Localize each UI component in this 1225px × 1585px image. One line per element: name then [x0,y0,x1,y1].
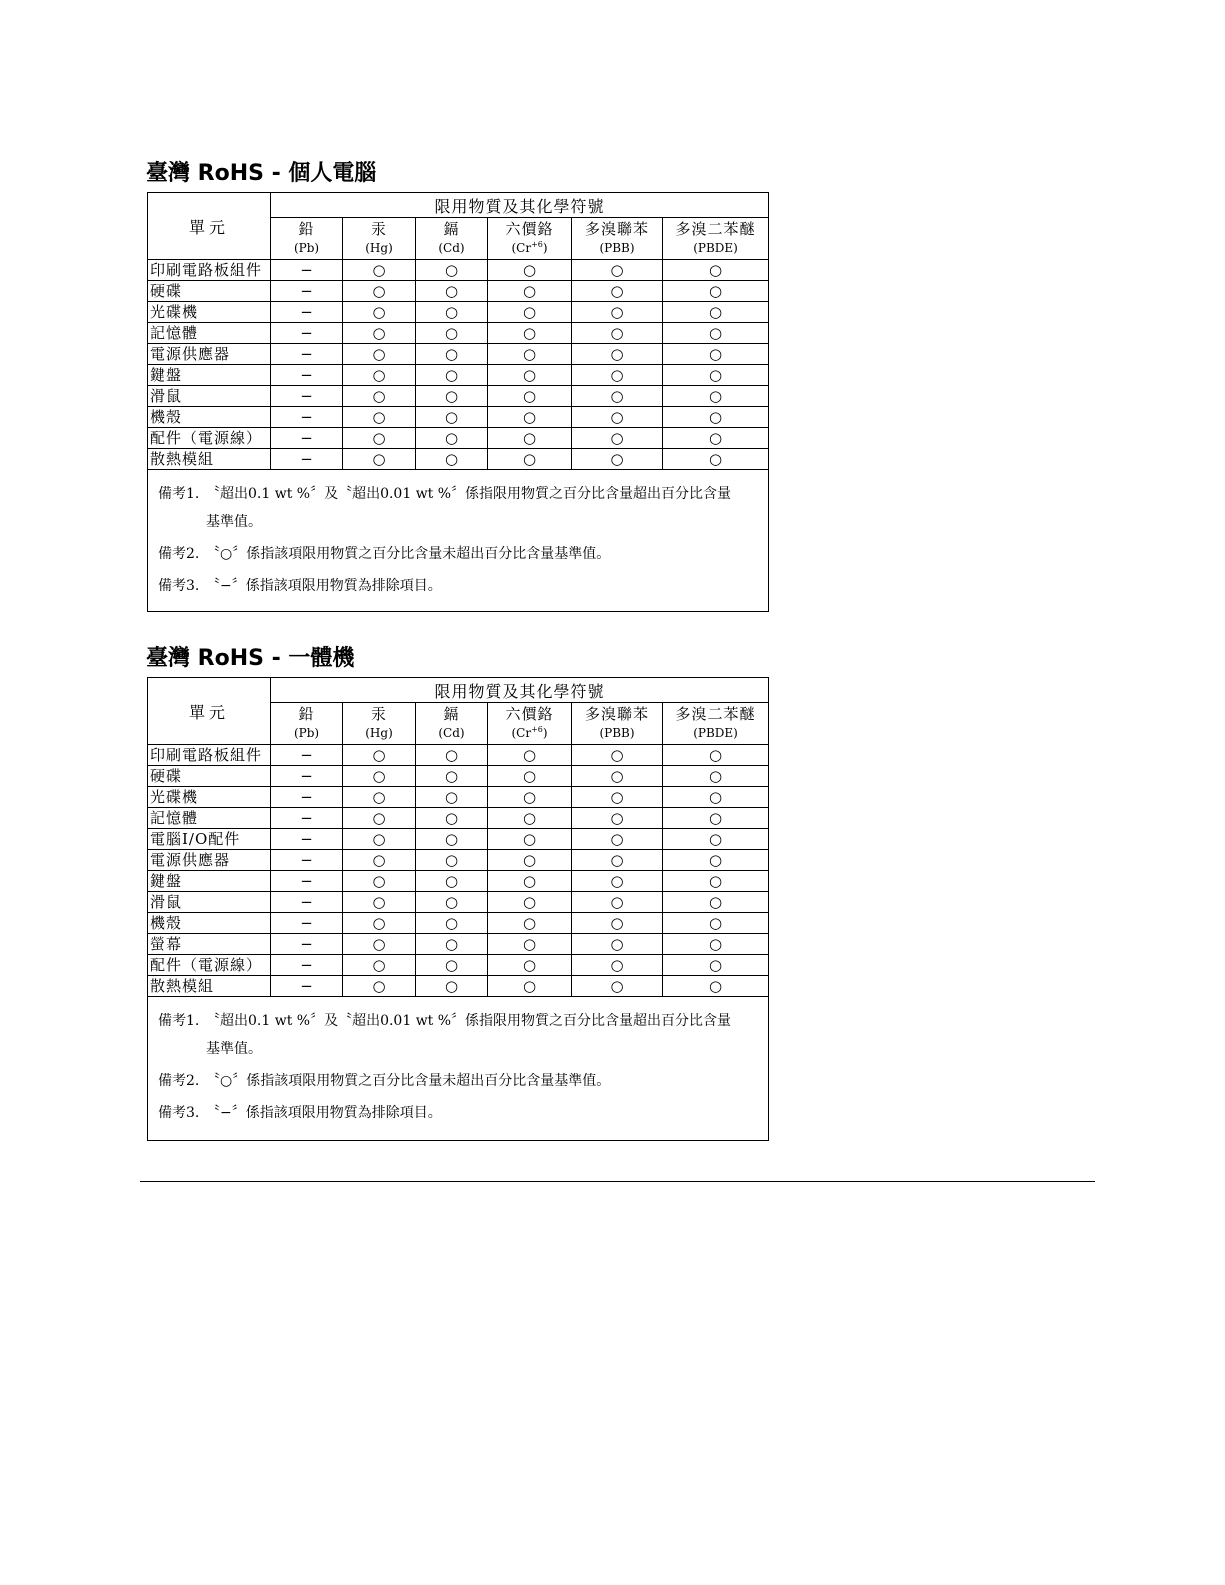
section-title-pc: 臺灣 RoHS - 個人電腦 [146,161,377,186]
substance-mark: ○ [416,787,488,808]
substance-header: 汞 (Hg) [343,703,416,745]
substance-mark: ○ [343,976,416,997]
substance-mark: ○ [663,386,769,407]
substance-header: 汞 (Hg) [343,218,416,260]
substance-mark: ○ [416,323,488,344]
substance-mark: ○ [663,829,769,850]
substance-mark: ○ [343,323,416,344]
substances-group-header: 限用物質及其化學符號 [271,193,769,218]
substance-mark: ○ [572,428,663,449]
part-name: 記憶體 [148,323,271,344]
substance-mark: − [271,323,343,344]
substance-mark: ○ [416,428,488,449]
table-row [148,745,769,766]
substance-mark: ○ [572,955,663,976]
substance-mark: ○ [663,344,769,365]
part-name: 光碟機 [148,302,271,323]
substance-mark: ○ [572,850,663,871]
substance-mark: ○ [416,976,488,997]
substance-mark: ○ [488,976,572,997]
substance-mark: − [271,386,343,407]
substance-mark: ○ [572,302,663,323]
substance-mark: ○ [416,281,488,302]
substance-header: 六價鉻 $(Cr^{+6})$ [488,703,572,745]
page-divider [140,1181,1095,1182]
part-name: 電源供應器 [148,850,271,871]
substance-mark: ○ [416,871,488,892]
substance-mark: ○ [416,955,488,976]
substance-mark: − [271,913,343,934]
substance-header: 鎘 (Cd) [416,703,488,745]
substance-mark: ○ [416,407,488,428]
substance-mark: ○ [663,850,769,871]
substance-mark: ○ [343,386,416,407]
part-name: 機殼 [148,407,271,428]
substance-mark: ○ [416,386,488,407]
substance-mark: − [271,365,343,386]
note-1-continuation: 基準值。 [206,1041,262,1057]
substance-mark: ○ [416,260,488,281]
substance-mark: ○ [572,766,663,787]
substance-mark: ○ [572,407,663,428]
substance-mark: − [271,955,343,976]
substance-mark: ○ [343,913,416,934]
substance-mark: ○ [572,344,663,365]
substance-mark: ○ [488,955,572,976]
substance-mark: ○ [416,449,488,470]
part-name: 光碟機 [148,787,271,808]
note-3: 備考3. 〝−〞係指該項限用物質為排除項目。 [158,1105,442,1121]
substance-mark: ○ [416,850,488,871]
part-name: 機殼 [148,913,271,934]
substance-mark: ○ [488,934,572,955]
substance-mark: ○ [488,344,572,365]
table-row [148,955,769,976]
substance-mark: ○ [416,365,488,386]
substance-mark: ○ [663,766,769,787]
note-1: 備考1. 〝超出0.1 wt %〞及〝超出0.01 wt %〞係指限用物質之百分比含量超出百分比含量 [158,1013,732,1029]
substance-mark: ○ [488,386,572,407]
substance-mark: ○ [663,808,769,829]
substance-mark: ○ [663,302,769,323]
substance-mark: ○ [572,260,663,281]
substance-mark: ○ [488,323,572,344]
table-row [148,365,769,386]
note-1-continuation: 基準值。 [206,514,262,530]
substance-mark: ○ [343,365,416,386]
substance-mark: ○ [343,871,416,892]
substance-mark: ○ [663,787,769,808]
substance-mark: ○ [416,745,488,766]
substance-mark: ○ [488,892,572,913]
note-1: 備考1. 〝超出0.1 wt %〞及〝超出0.01 wt %〞係指限用物質之百分比含量超出百分比含量 [158,486,732,502]
substance-mark: − [271,428,343,449]
part-name: 印刷電路板組件 [148,260,271,281]
substance-mark: − [271,281,343,302]
table-row [148,260,769,281]
substance-mark: ○ [572,976,663,997]
substance-mark: ○ [488,787,572,808]
substance-mark: ○ [572,323,663,344]
table-row [148,428,769,449]
substance-mark: − [271,808,343,829]
substance-mark: ○ [488,871,572,892]
substance-mark: − [271,260,343,281]
part-name: 配件（電源線） [148,955,271,976]
substance-mark: − [271,787,343,808]
substance-mark: ○ [343,808,416,829]
substance-mark: ○ [663,365,769,386]
substance-mark: ○ [663,892,769,913]
substance-mark: − [271,766,343,787]
substance-mark: − [271,344,343,365]
substance-mark: ○ [663,955,769,976]
substance-mark: ○ [572,892,663,913]
table-row [148,892,769,913]
substance-mark: ○ [572,787,663,808]
part-name: 散熱模組 [148,449,271,470]
table-row [148,913,769,934]
substance-mark: ○ [663,260,769,281]
substance-mark: − [271,892,343,913]
substance-mark: ○ [343,281,416,302]
substance-mark: − [271,934,343,955]
substance-mark: ○ [343,407,416,428]
substance-mark: ○ [343,850,416,871]
table-row [148,766,769,787]
table-row [148,850,769,871]
part-name: 鍵盤 [148,871,271,892]
substance-mark: ○ [343,934,416,955]
note-2: 備考2. 〝○〞係指該項限用物質之百分比含量未超出百分比含量基準值。 [158,1073,611,1089]
substance-mark: ○ [663,871,769,892]
substance-mark: ○ [572,934,663,955]
substance-header: 多溴二苯醚 (PBDE) [663,218,769,260]
substance-mark: ○ [343,428,416,449]
substance-mark: ○ [343,302,416,323]
substance-mark: ○ [572,281,663,302]
unit-header: 單元 [148,193,271,260]
note-3: 備考3. 〝−〞係指該項限用物質為排除項目。 [158,578,442,594]
table-row [148,302,769,323]
substance-mark: ○ [488,281,572,302]
part-name: 電腦I/O配件 [148,829,271,850]
substance-mark: − [271,850,343,871]
substance-mark: − [271,407,343,428]
substance-mark: ○ [572,745,663,766]
table-row [148,407,769,428]
substance-mark: − [271,449,343,470]
substance-mark: ○ [488,766,572,787]
table-row [148,281,769,302]
table-row [148,934,769,955]
rohs-table-aio [147,677,769,1141]
substance-mark: ○ [416,892,488,913]
substance-mark: ○ [663,913,769,934]
substance-mark: ○ [663,407,769,428]
substance-mark: ○ [416,829,488,850]
rohs-table-pc [147,192,769,612]
substance-mark: ○ [488,260,572,281]
substance-mark: ○ [343,449,416,470]
part-name: 記憶體 [148,808,271,829]
note-2: 備考2. 〝○〞係指該項限用物質之百分比含量未超出百分比含量基準值。 [158,546,611,562]
substance-mark: ○ [663,976,769,997]
part-name: 鍵盤 [148,365,271,386]
substance-mark: ○ [572,386,663,407]
table-row [148,871,769,892]
substance-mark: ○ [343,344,416,365]
substance-mark: ○ [343,787,416,808]
substance-mark: ○ [416,934,488,955]
section-title-aio: 臺灣 RoHS - 一體機 [146,646,355,671]
substance-header: 六價鉻 $(Cr^{+6})$ [488,218,572,260]
part-name: 硬碟 [148,766,271,787]
part-name: 硬碟 [148,281,271,302]
substance-mark: ○ [343,892,416,913]
table-row [148,449,769,470]
substance-mark: ○ [488,829,572,850]
substance-mark: − [271,302,343,323]
substance-mark: − [271,745,343,766]
substance-mark: ○ [488,913,572,934]
substance-mark: − [271,976,343,997]
substance-mark: ○ [663,449,769,470]
substance-mark: ○ [663,428,769,449]
substance-mark: ○ [488,808,572,829]
substance-mark: ○ [572,871,663,892]
substance-mark: ○ [343,829,416,850]
substance-mark: ○ [488,850,572,871]
unit-header: 單元 [148,678,271,745]
part-name: 滑鼠 [148,386,271,407]
part-name: 電源供應器 [148,344,271,365]
substance-mark: ○ [343,260,416,281]
substance-mark: ○ [416,808,488,829]
substance-mark: ○ [572,829,663,850]
notes-cell [148,997,769,1141]
substance-mark: ○ [343,955,416,976]
notes-cell [148,470,769,612]
table-row [148,787,769,808]
part-name: 滑鼠 [148,892,271,913]
substance-mark: ○ [572,913,663,934]
substance-mark: ○ [488,428,572,449]
substance-header: 多溴二苯醚 (PBDE) [663,703,769,745]
substance-header: 鉛 (Pb) [271,703,343,745]
substance-mark: ○ [416,913,488,934]
substance-mark: ○ [416,766,488,787]
substance-mark: ○ [488,745,572,766]
substance-header: 鉛 (Pb) [271,218,343,260]
table-row [148,386,769,407]
substance-mark: ○ [572,365,663,386]
part-name: 螢幕 [148,934,271,955]
substance-mark: − [271,829,343,850]
substance-mark: ○ [572,808,663,829]
part-name: 配件（電源線） [148,428,271,449]
substance-header: 多溴聯苯 (PBB) [572,703,663,745]
substance-mark: ○ [488,449,572,470]
table-row [148,808,769,829]
substance-mark: ○ [663,281,769,302]
table-row [148,829,769,850]
substance-mark: ○ [343,766,416,787]
table-row [148,323,769,344]
substance-mark: ○ [663,934,769,955]
substance-mark: ○ [488,365,572,386]
substance-mark: ○ [663,745,769,766]
substance-mark: − [271,871,343,892]
substances-group-header: 限用物質及其化學符號 [271,678,769,703]
substance-mark: ○ [416,344,488,365]
substance-mark: ○ [572,449,663,470]
part-name: 散熱模組 [148,976,271,997]
substance-mark: ○ [416,302,488,323]
substance-header: 多溴聯苯 (PBB) [572,218,663,260]
substance-mark: ○ [488,302,572,323]
table-row [148,976,769,997]
substance-mark: ○ [488,407,572,428]
substance-header: 鎘 (Cd) [416,218,488,260]
substance-mark: ○ [663,323,769,344]
part-name: 印刷電路板組件 [148,745,271,766]
substance-mark: ○ [343,745,416,766]
table-row [148,344,769,365]
